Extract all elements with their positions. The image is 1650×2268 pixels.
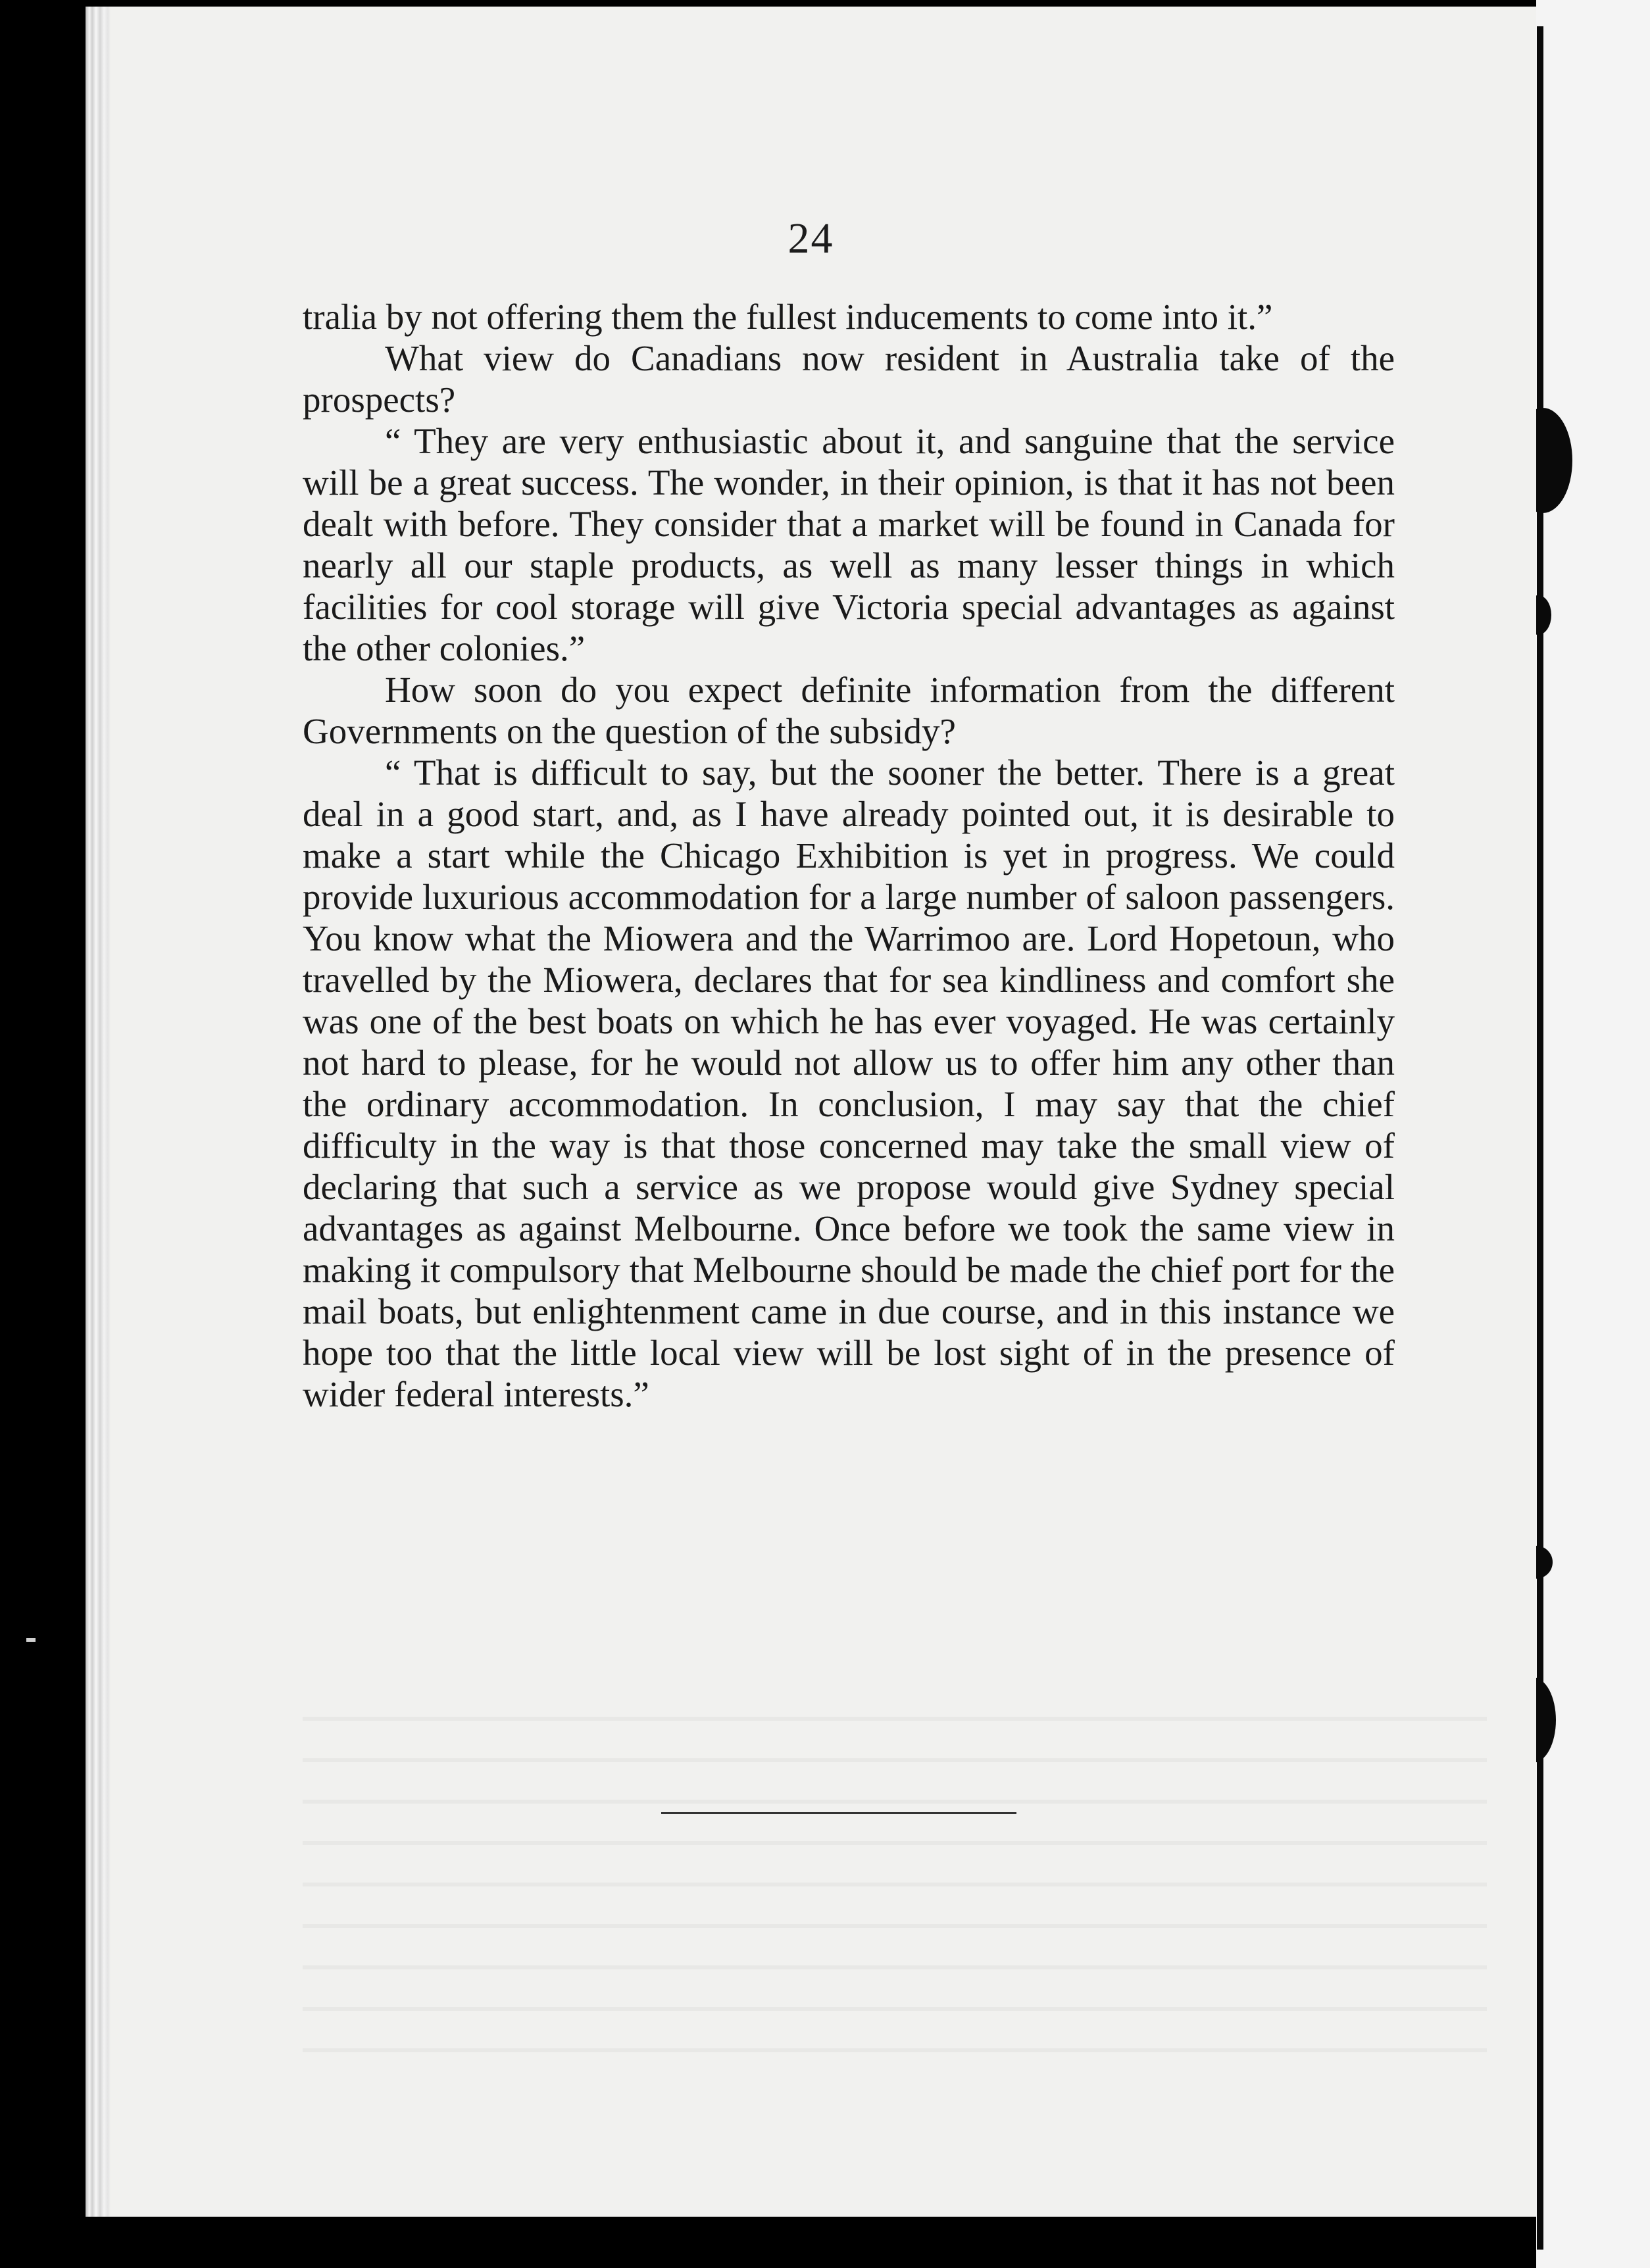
- book-spine-edge: [1537, 26, 1543, 2250]
- paragraph: How soon do you expect definite information from the different Governments on the question of the subsidy?: [303, 670, 1395, 751]
- paragraph: “ That is difficult to say, but the sooner the better. There is a great deal in a good start, and, as I have already pointed out, it is desirable to make a start while the Chicago Exhibition is yet in progress. We could provide luxurious accommodation for a large number of saloon passengers. You know what the Miowera and the Warrimoo are. Lord Hopetoun, who travelled by the Miowera, declares that for sea kindliness and comfort she was one of the best boats on which he has ever voyaged. He was certainly not hard to please, for he would not allow us to offer him any other than the ordinary accommodation. In conclusion, I may say that the chief difficulty in the way is that those concerned may take the small view of declaring that such a service as we propose would give Sydney special advantages as against Melbourne. Once before we took the same view in making it compulsory that Melbourne should be made the chief port for the mail boats, but enlightenment came in due course, and in this instance we hope too that the little local view will be lost sight of in the presence of wider federal interests.”: [303, 752, 1395, 1414]
- page-stack-edge: [86, 7, 111, 2217]
- scan-artifact: [26, 1638, 36, 1642]
- paragraph: tralia by not offering them the fullest inducements to come into it.”: [303, 297, 1273, 337]
- body-text: [303, 296, 1395, 1415]
- paragraph: “ They are very enthusiastic about it, and sanguine that the service will be a great success. The wonder, in their opinion, is that it has not been dealt with before. They consider that a market will be found in Canada for nearly all our staple products, as well as many lesser things in which facilities for cool storage will give Victoria special advantages as against the other colonies.”: [303, 421, 1395, 668]
- section-end-rule: [661, 1812, 1016, 1814]
- facing-page-margin: [1536, 0, 1650, 2268]
- page-number: 24: [788, 214, 834, 262]
- show-through-text: [303, 1690, 1487, 2059]
- paragraph: What view do Canadians now resident in Australia take of the prospects?: [303, 338, 1395, 420]
